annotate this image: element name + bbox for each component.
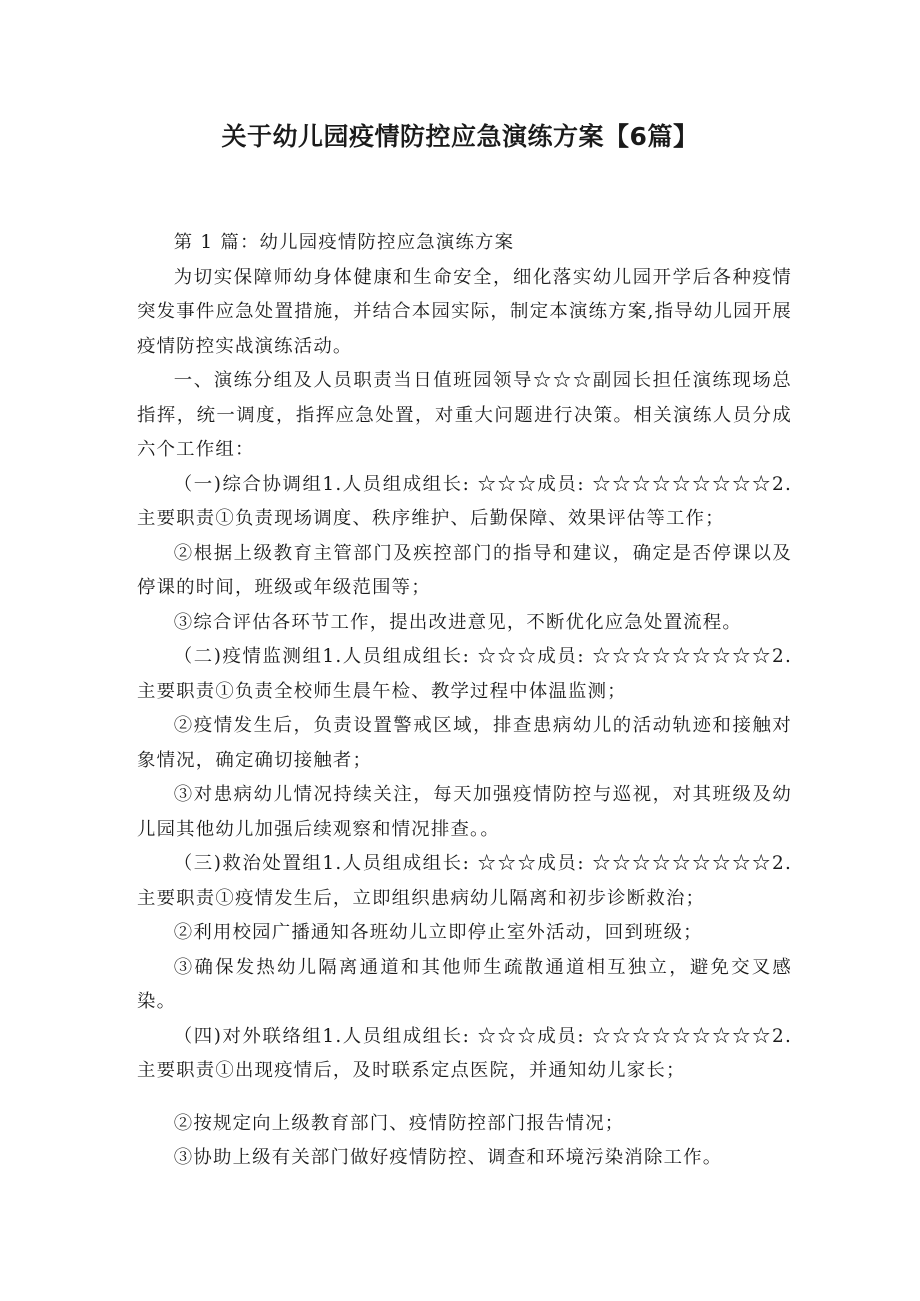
document-body bbox=[137, 226, 792, 1176]
paragraph-group-2: （二)疫情监测组1.人员组成组长: ☆☆☆成员: ☆☆☆☆☆☆☆☆☆2.主要职责①负责全校师生晨午检、教学过程中体温监测； bbox=[137, 646, 792, 702]
paragraph-section-one: 一、演练分组及人员职责当日值班园领导☆☆☆副园长担任演练现场总指挥，统一调度，指挥应急处置，对重大问题进行决策。相关演练人员分成六个工作组： bbox=[137, 370, 792, 460]
chapter-heading: 第 1 篇：幼儿园疫情防控应急演练方案 bbox=[173, 232, 515, 253]
paragraph-intro: 为切实保障师幼身体健康和生命安全，细化落实幼儿园开学后各种疫情突发事件应急处置措施，并结合本园实际，制定本演练方案,指导幼儿园开展疫情防控实战演练活动。 bbox=[137, 266, 792, 357]
paragraph-group-4-item-2: ②按规定向上级教育部门、疫情防控部门报告情况； bbox=[173, 1112, 625, 1134]
paragraph-group-3: （三)救治处置组1.人员组成组长: ☆☆☆成员: ☆☆☆☆☆☆☆☆☆2.主要职责①疫情发生后，立即组织患病幼儿隔离和初步诊断救治； bbox=[137, 853, 792, 909]
paragraph-gap bbox=[137, 1089, 792, 1107]
paragraph-group-4-item-3: ③协助上级有关部门做好疫情防控、调查和环境污染消除工作。 bbox=[173, 1147, 723, 1168]
paragraph-group-2-item-3: ③对患病幼儿情况持续关注，每天加强疫情防控与巡视，对其班级及幼儿园其他幼儿加强后续观察和情况排查。。 bbox=[137, 784, 792, 840]
paragraph-group-1-item-3: ③综合评估各环节工作，提出改进意见，不断优化应急处置流程。 bbox=[173, 611, 742, 633]
paragraph-group-1-item-2: ②根据上级教育主管部门及疾控部门的指导和建议，确定是否停课以及停课的时间，班级或年级范围等； bbox=[137, 542, 792, 598]
paragraph-group-3-item-3: ③确保发热幼儿隔离通道和其他师生疏散通道相互独立，避免交叉感染。 bbox=[137, 956, 792, 1012]
paragraph-group-4: （四)对外联络组1.人员组成组长: ☆☆☆成员: ☆☆☆☆☆☆☆☆☆2.主要职责①出现疫情后，及时联系定点医院，并通知幼儿家长； bbox=[137, 1025, 792, 1081]
document-title: 关于幼儿园疫情防控应急演练方案【6篇】 bbox=[221, 122, 699, 151]
paragraph-group-3-item-2: ②利用校园广播通知各班幼儿立即停止室外活动，回到班级； bbox=[173, 922, 703, 943]
paragraph-group-2-item-2: ②疫情发生后，负责设置警戒区域，排查患病幼儿的活动轨迹和接触对象情况，确定确切接触者； bbox=[137, 715, 792, 771]
paragraph-group-1: （一)综合协调组1.人员组成组长: ☆☆☆成员: ☆☆☆☆☆☆☆☆☆2.主要职责①负责现场调度、秩序维护、后勤保障、效果评估等工作； bbox=[137, 473, 792, 529]
